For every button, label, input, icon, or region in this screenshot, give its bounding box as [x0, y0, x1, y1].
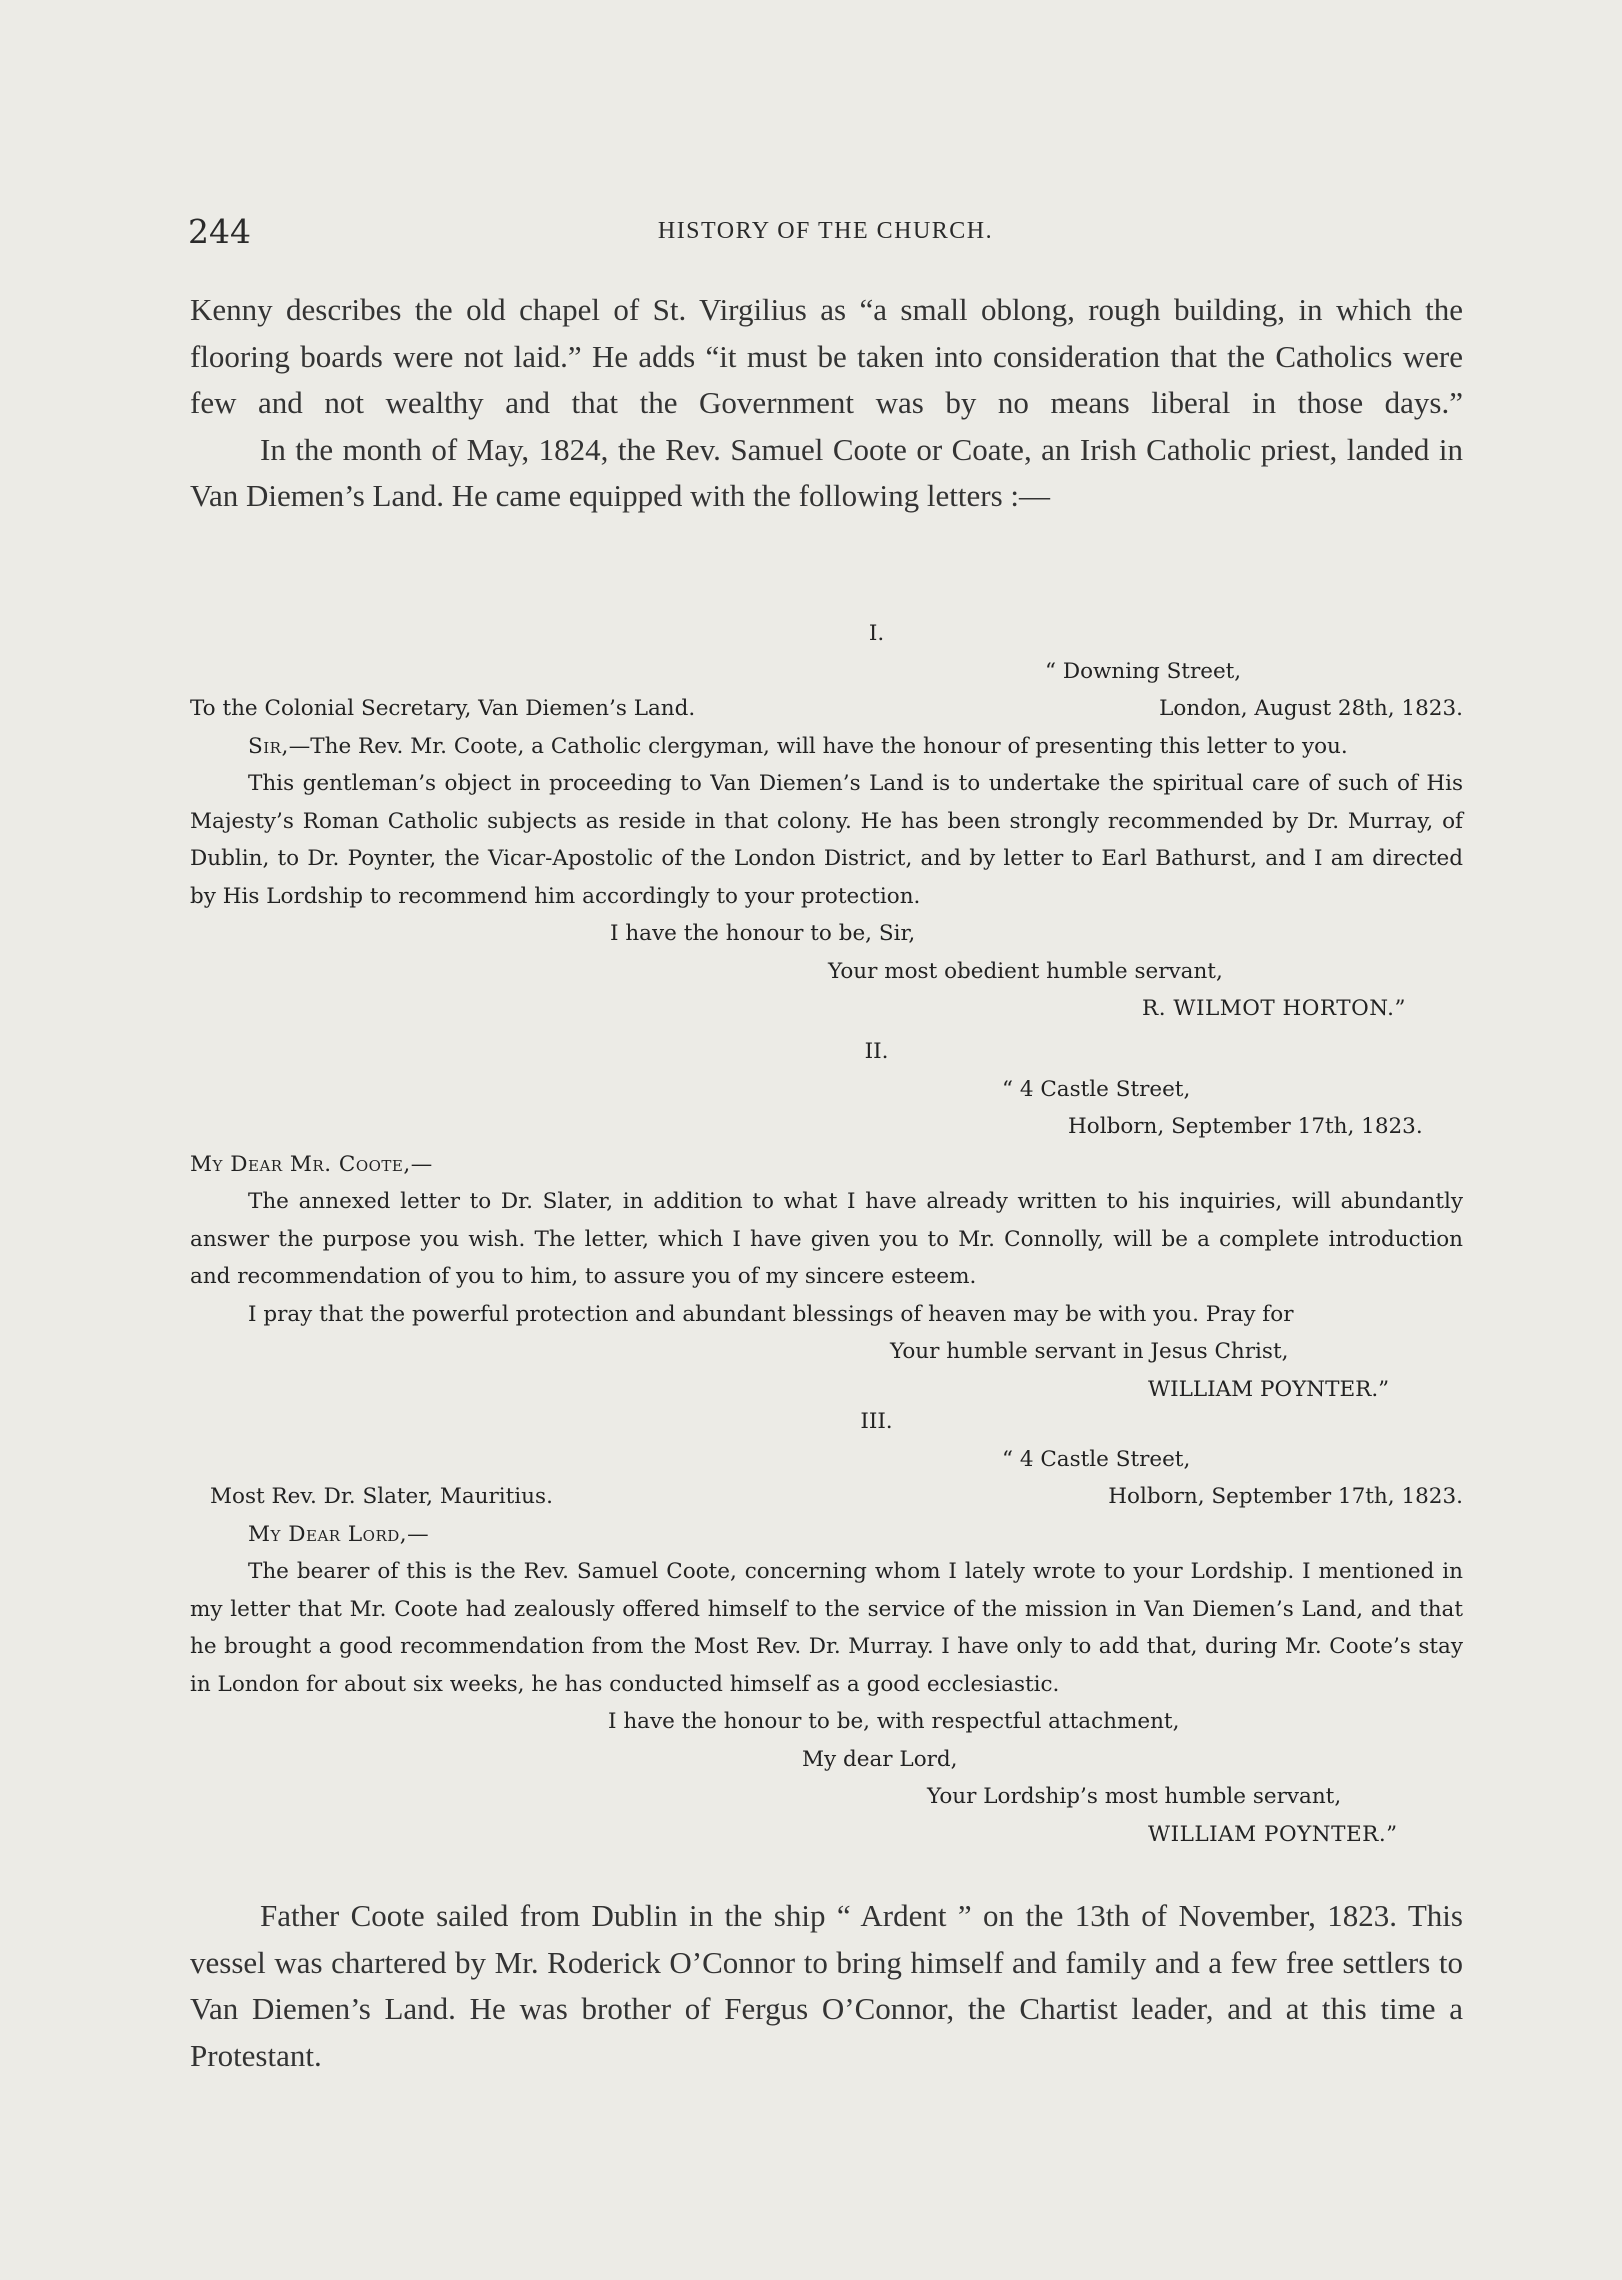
intro-text	[190, 287, 1463, 520]
letter-salutation: Sir,	[248, 733, 289, 759]
letter-signature: WILLIAM POYNTER.”	[1148, 1821, 1398, 1847]
letter-recipient: To the Colonial Secretary, Van Diemen’s Land.	[190, 696, 696, 721]
letter-closing: Your humble servant in Jesus Christ,	[890, 1339, 1289, 1364]
letter-date: Holborn, September 17th, 1823.	[1068, 1114, 1423, 1139]
letter-address: “ Downing Street,	[1045, 658, 1242, 684]
letter-recipient-row	[190, 690, 1463, 728]
letter-date: London, August 28th, 1823.	[1159, 696, 1463, 721]
letter-body: The annexed letter to Dr. Slater, in addition to what I have already written to his inquiries, will abundantly answer the purpose you wish. The letter, which I have given you to Mr. Connolly, will be a complete introduction and recommendation of you to him, to assure you of my sincere esteem.	[190, 1189, 1463, 1289]
intro-paragraph-2: In the month of May, 1824, the Rev. Samuel Coote or Coate, an Irish Catholic priest, landed in Van Diemen’s Land. He came equipped with the following letters :—	[190, 431, 1463, 513]
letter-body: The bearer of this is the Rev. Samuel Coote, concerning whom I lately wrote to your Lordship. I mentioned in my letter that Mr. Coote had zealously offered himself to the service of the mission in Van Diemen’s Land, and that he brought a good recommendation from the Most Rev. Dr. Murray. I have only to add that, during Mr. Coote’s stay in London for about six weeks, he has conducted himself as a good ecclesiastic.	[190, 1559, 1463, 1697]
running-title: HISTORY OF THE CHURCH.	[657, 218, 994, 244]
letter-salutation: My Dear Mr. Coote,—	[190, 1151, 433, 1177]
letter-closing: Your Lordship’s most humble servant,	[927, 1784, 1342, 1809]
letter-3	[190, 1403, 1463, 1853]
letter-signature: R. WILMOT HORTON.”	[1142, 996, 1406, 1021]
running-header	[188, 212, 1463, 252]
letter-address: “ 4 Castle Street,	[1002, 1446, 1191, 1472]
letter-address: “ 4 Castle Street,	[1002, 1076, 1191, 1102]
letter-closing: Your most obedient humble servant,	[828, 958, 1223, 984]
letter-body-first	[190, 728, 1463, 766]
letter-recipient-row	[190, 1478, 1463, 1516]
intro-paragraph-1: Kenny describes the old chapel of St. Virgilius as “a small oblong, rough building, in which the flooring boards were not laid.” He adds “it must be taken into consideration that the Catholics were few and not wealthy and that the Government was by no means liberal in those days.”	[190, 292, 1463, 420]
letter-2	[190, 1033, 1463, 1408]
letter-body: This gentleman’s object in proceeding to Van Diemen’s Land is to undertake the spiritual care of such of His Majesty’s Roman Catholic subjects as reside in that colony. He has been strongly recommended by Dr. Murray, of Dublin, to Dr. Poynter, the Vicar-Apostolic of the London District, and by letter to Earl Bathurst, and I am directed by His Lordship to recommend him accordingly to your protection.	[190, 771, 1463, 909]
letter-number: II.	[864, 1039, 889, 1064]
letter-number: I.	[868, 621, 885, 646]
letter-body-first-text: —The Rev. Mr. Coote, a Catholic clergyman, will have the honour of presenting this letter to you.	[288, 733, 1348, 759]
letter-body: I pray that the powerful protection and abundant blessings of heaven may be with you. Pray for	[248, 1301, 1294, 1327]
letter-closing: I have the honour to be, with respectful attachment,	[608, 1709, 1180, 1734]
outro-text	[190, 1893, 1463, 2079]
letter-salutation: My Dear Lord,—	[248, 1521, 430, 1547]
letter-1	[190, 615, 1463, 1028]
letter-date: Holborn, September 17th, 1823.	[1108, 1484, 1463, 1509]
letter-recipient: Most Rev. Dr. Slater, Mauritius.	[210, 1484, 553, 1509]
letter-signature: WILLIAM POYNTER.”	[1148, 1376, 1390, 1402]
letter-closing: I have the honour to be, Sir,	[610, 921, 916, 946]
outro-paragraph: Father Coote sailed from Dublin in the ship “ Ardent ” on the 13th of November, 1823. This vessel was chartered by Mr. Roderick O’Connor to bring himself and family and a few free settlers to Van Diemen’s Land. He was brother of Fergus O’Connor, the Chartist leader, and at this time a Protestant.	[190, 1898, 1463, 2073]
page-number: 244	[188, 212, 251, 251]
letter-number: III.	[860, 1409, 893, 1434]
letter-closing: My dear Lord,	[802, 1746, 958, 1772]
